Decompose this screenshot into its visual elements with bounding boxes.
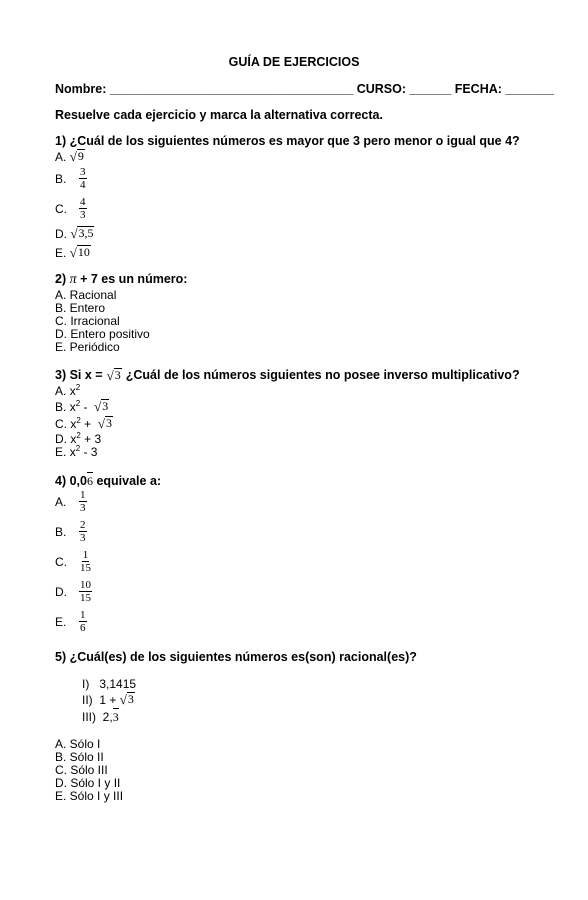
- instructions: Resuelve cada ejercicio y marca la alternativa correcta.: [55, 108, 383, 122]
- sqrt-expression: √ 10: [69, 245, 90, 260]
- q4-option-e[interactable]: E. $\frac{1}{6}$: [55, 609, 86, 634]
- fraction: $\frac{1}{6}$: [80, 609, 86, 634]
- fraction: $\frac{10}{15}$: [80, 579, 91, 604]
- sqrt-expression: √ 3: [97, 416, 112, 431]
- periodic-digit: 3: [112, 710, 119, 724]
- fraction: $\frac{1}{3}$: [80, 489, 86, 514]
- sqrt-expression: √ 3: [119, 692, 134, 707]
- q2-option-e[interactable]: E. Periódico: [55, 340, 120, 354]
- q3-text: 3) Si x = √ 3 ¿Cuál de los números siguientes no posee inverso multiplicativo?: [55, 368, 520, 383]
- nombre-label: Nombre:: [55, 82, 107, 96]
- q2-option-d[interactable]: D. Entero positivo: [55, 327, 150, 341]
- fraction: $\frac{3}{4}$: [80, 166, 86, 191]
- q5-item-i: I) 3,1415: [82, 677, 137, 691]
- sqrt-expression: √ 3: [106, 368, 121, 383]
- q2-option-c[interactable]: C. Irracional: [55, 314, 120, 328]
- nombre-blank[interactable]: ___________________________________: [109, 82, 354, 96]
- q5-option-b[interactable]: B. Sólo II: [55, 750, 104, 764]
- q4-option-d[interactable]: D. $\frac{10}{15}$: [55, 579, 91, 604]
- q2-option-a[interactable]: A. Racional: [55, 288, 117, 302]
- q1-text: 1) ¿Cuál de los siguientes números es mayor que 3 pero menor o igual que 4?: [55, 134, 520, 148]
- q1-option-e[interactable]: E. √ 10: [55, 245, 90, 260]
- q3-option-e[interactable]: E. $x^2 - 3$: [55, 444, 98, 459]
- q3-option-c[interactable]: C. $x^2$ + √ 3: [55, 416, 112, 431]
- q4-option-a[interactable]: A. $\frac{1}{3}$: [55, 489, 86, 514]
- q3-option-d[interactable]: D. $x^2 + 3$: [55, 431, 102, 446]
- q4-option-b[interactable]: B. $\frac{2}{3}$: [55, 519, 86, 544]
- curso-label: CURSO:: [356, 82, 407, 96]
- fraction: $\frac{2}{3}$: [80, 519, 86, 544]
- q2-text: 2) π + 7 es un número:: [55, 272, 188, 287]
- q1-option-a[interactable]: A. √ 9: [55, 149, 84, 164]
- q1-option-b[interactable]: B. $\frac{3}{4}$: [55, 166, 86, 191]
- q1-option-d[interactable]: D. √ 3,5: [55, 226, 94, 241]
- q5-option-e[interactable]: E. Sólo I y III: [55, 789, 124, 803]
- q5-option-a[interactable]: A. Sólo I: [55, 737, 101, 751]
- q4-option-c[interactable]: C. $\frac{1}{15}$: [55, 549, 91, 574]
- fecha-label: FECHA:: [454, 82, 502, 96]
- sqrt-expression: √ 3,5: [70, 226, 94, 241]
- curso-blank[interactable]: ______: [409, 82, 452, 96]
- sqrt-expression: √ 3: [94, 399, 109, 414]
- q3-option-b[interactable]: B. $x^2$ - √ 3: [55, 399, 109, 414]
- fraction: $\frac{4}{3}$: [80, 196, 86, 221]
- q3-option-a[interactable]: A. $x^2$: [55, 383, 81, 398]
- q1-option-c[interactable]: C. $\frac{4}{3}$: [55, 196, 86, 221]
- q4-text: 4) 0,0 6 equivale a:: [55, 474, 162, 488]
- q5-item-iii: III) 2, 3: [82, 710, 119, 724]
- sqrt-expression: √ 9: [69, 149, 84, 164]
- q5-text: 5) ¿Cuál(es) de los siguientes números es(son) racional(es)?: [55, 650, 417, 664]
- pi-symbol: π: [69, 272, 77, 287]
- fecha-blank[interactable]: _______: [505, 82, 555, 96]
- fraction: $\frac{1}{15}$: [80, 549, 91, 574]
- page-title: GUÍA DE EJERCICIOS: [228, 55, 360, 69]
- student-info-line: [55, 82, 554, 96]
- q2-option-b[interactable]: B. Entero: [55, 301, 106, 315]
- q5-option-d[interactable]: D. Sólo I y II: [55, 776, 121, 790]
- q5-item-ii: II) 1 + √ 3: [82, 692, 134, 707]
- periodic-digit: 6: [86, 474, 93, 488]
- q5-option-c[interactable]: C. Sólo III: [55, 763, 108, 777]
